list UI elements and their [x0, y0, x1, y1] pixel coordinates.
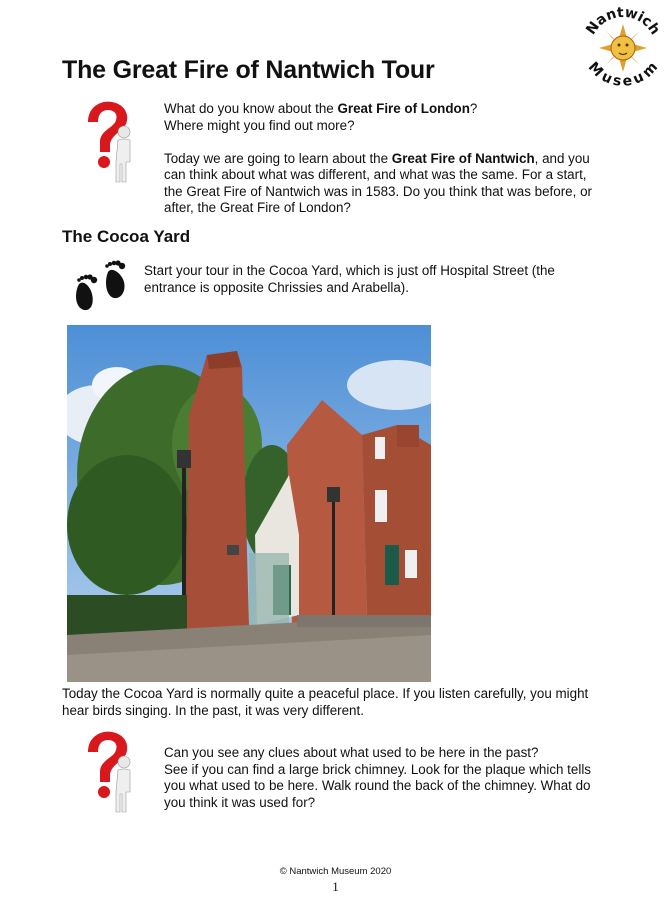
intro-p2-pre: Today we are going to learn about the: [164, 150, 392, 166]
directions-line2: entrance is opposite Chrissies and Arabella).: [144, 279, 409, 295]
logo-bottom-text: Museum: [584, 59, 662, 90]
section-heading: The Cocoa Yard: [62, 227, 191, 246]
intro-p2-line4: after, the Great Fire of London?: [164, 200, 351, 215]
great-fire-nantwich-bold: Great Fire of Nantwich: [391, 150, 535, 166]
cocoa-yard-photo: [67, 325, 431, 682]
page-number: 1: [332, 879, 339, 894]
after-photo-text: [62, 686, 642, 719]
intro-line1-post: ?: [469, 101, 478, 116]
after-photo-line1: Today the Cocoa Yard is normally quite a peaceful place. If you listen carefully, you might: [62, 686, 589, 701]
question-mark-figure-icon: [80, 730, 140, 816]
clues-text: [164, 745, 634, 811]
intro-line1-pre: What do you know about the: [164, 101, 338, 116]
after-photo-line2: hear birds singing. In the past, it was very different.: [62, 702, 364, 718]
clues-line1: Can you see any clues about what used to be here in the past?: [164, 745, 539, 760]
directions-line1: Start your tour in the Cocoa Yard, which is just off Hospital Street (the: [144, 263, 555, 278]
clues-line2: See if you can find a large brick chimney. Look for the plaque which tells: [164, 761, 591, 777]
museum-logo: [578, 0, 668, 90]
intro-line1: [164, 101, 634, 118]
intro-p2-line3: the Great Fire of Nantwich was in 1583. Do you think that was before, or: [164, 183, 592, 199]
logo-top-text: Nantwich: [583, 4, 663, 38]
copyright-footer: © Nantwich Museum 2020: [279, 866, 392, 877]
intro-p2-line1: [164, 151, 634, 168]
question-mark-figure-icon: [80, 100, 140, 186]
page-title: The Great Fire of Nantwich Tour: [62, 56, 435, 84]
footprints-icon: [70, 256, 134, 314]
clues-line3: you what used to be here. Walk round the back of the chimney. What do: [164, 778, 591, 793]
great-fire-london-bold: Great Fire of London: [337, 101, 470, 116]
intro-p2-line2: can think about what was different, and what was the same. For a start,: [164, 167, 587, 182]
intro-text: [164, 101, 634, 217]
intro-p2-post: , and you: [534, 150, 590, 166]
directions-text: [144, 263, 644, 296]
clues-line4: you think it was used for?: [164, 794, 316, 810]
intro-line2: Where might you find out more?: [164, 117, 355, 133]
